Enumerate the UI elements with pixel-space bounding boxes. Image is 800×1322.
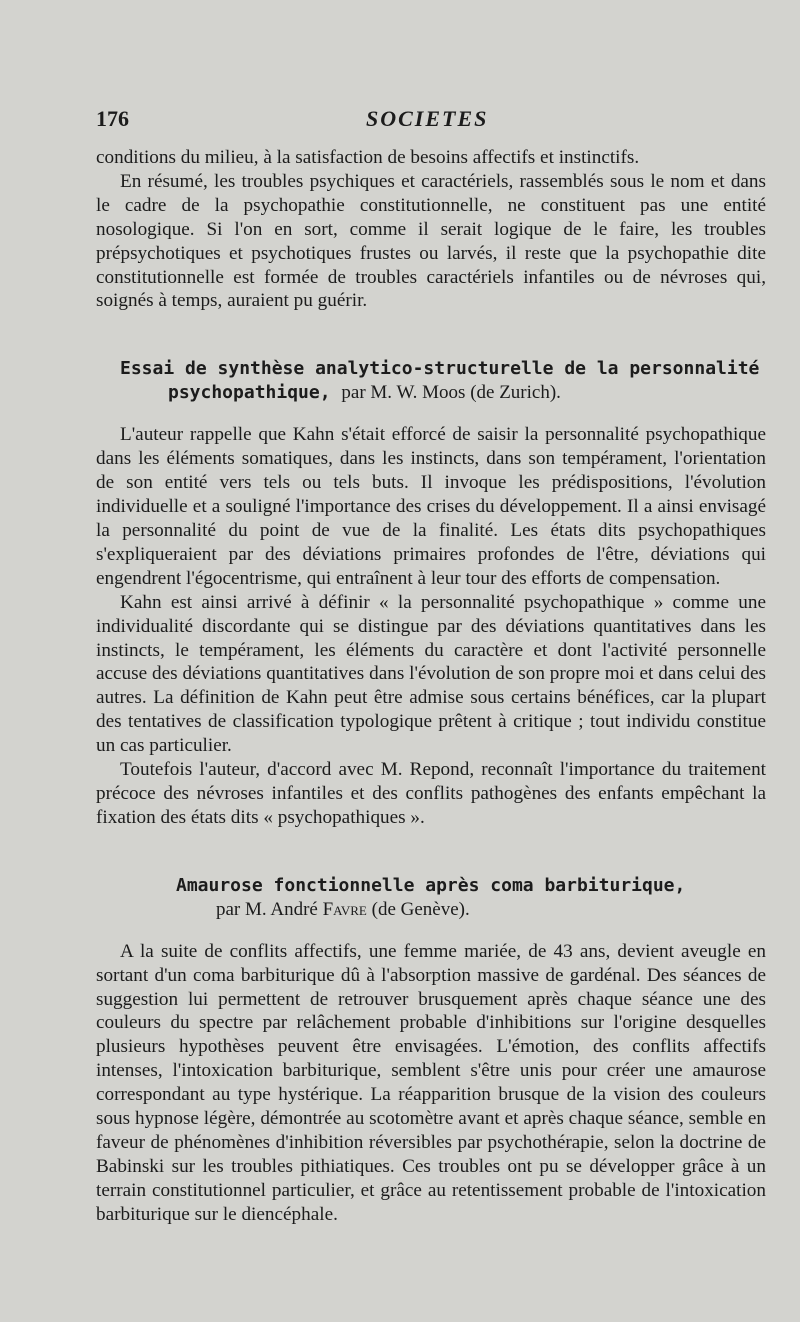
article-1-paragraph-2: Kahn est ainsi arrivé à définir « la personnalité psychopathique » comme une individualité discordante qui se distingue par des déviations quantitatives dans les instincts, le tempérament, les éléments du caractère et dont l'activité personnelle accuse des déviations quantitatives dans l'évolution de son propre moi et dans celui des autres. La définition de Kahn peut être admise sous certains bénéfices, car la plupart des tentatives de classification typologique prêtent à critique ; tout individu constitue un cas particulier. — [96, 591, 766, 757]
article-2-author-name: Favre — [322, 898, 367, 920]
continuation-text: conditions du milieu, à la satisfaction de besoins affectifs et instinctifs. — [96, 147, 640, 168]
intro-paragraph: En résumé, les troubles psychiques et caractériels, rassemblés sous le nom et dans le cadre de la psychopathie constitutionnelle, ne constituent pas une entité nosologique. Si l'on en sort, comme il serait logique de le faire, les troubles prépsychotiques et psychotiques frustes ou larvés, il reste que la psychopathie dite constitutionnelle est formée de troubles caractériels infantiles ou de névroses qui, soignés à temps, auraient pu guérir. — [96, 170, 766, 312]
article-2-byline-prefix: par M. André — [216, 898, 323, 920]
article-1-title-line2: psychopathique, — [168, 382, 331, 404]
article-2-title: Amaurose fonctionnelle après coma barbiturique, — [176, 874, 686, 896]
page-number: 176 — [96, 106, 129, 131]
article-2-byline — [176, 898, 766, 922]
article-2-paragraph: A la suite de conflits affectifs, une femme mariée, de 43 ans, devient aveugle en sortant d'un coma barbiturique dû à l'absorption massive de gardénal. Des séances de suggestion lui permettent de retrouver brusquement après chaque séance une des couleurs du spectre par relâchement probable d'inhibitions sur l'origine desquelles plusieurs hypothèses peuvent être envisagées. L'émotion, des conflits affectifs intenses, l'intoxication barbiturique, semblent s'être unis pour créer une amaurose correspondant au type hystérique. La réapparition brusque de la vision des couleurs sous hypnose légère, démontrée au scotomètre avant et après chaque séance, semble en faveur de phénomènes d'inhibition réversibles par psychothérapie, selon la doctrine de Babinski sur les troubles pithiatiques. Ces troubles ont pu se développer grâce à un terrain constitutionnel particulier, et grâce au retentissement probable de l'intoxication barbiturique sur le diencéphale. — [96, 940, 766, 1225]
article-1-paragraph-3: Toutefois l'auteur, d'accord avec M. Repond, reconnaît l'importance du traitement précoce des névroses infantiles et des conflits pathogènes des enfants empêchant la fixation des états dits « psychopathiques ». — [96, 759, 766, 828]
article-1-byline: par M. W. Moos (de Zurich). — [341, 382, 561, 404]
article-1-title: Essai de synthèse analytico-structurelle de la personnalité — [120, 358, 760, 380]
page-body — [96, 146, 766, 1227]
page-header — [96, 106, 736, 136]
article-2-byline-suffix: (de Genève). — [366, 898, 470, 920]
article-1-title-line2-wrap — [120, 381, 766, 405]
article-2-heading — [96, 874, 766, 922]
article-1-paragraph-1: L'auteur rappelle que Kahn s'était efforcé de saisir la personnalité psychopathique dans les éléments somatiques, dans les instincts, dans son tempérament, l'orientation de son entité vers tels ou tels buts. Il invoque les prédispositions, l'évolution individuelle et a souligné l'importance des crises du développement. Il a ainsi envisagé la personnalité du point de vue de la finalité. Les états dits psychopathiques s'expliqueraient par des déviations primaires profondes de l'être, déviations qui engendrent l'égocentrisme, qui entraînent à leur tour des efforts de compensation. — [96, 424, 766, 589]
article-1-heading — [96, 357, 766, 405]
running-title: SOCIETES — [366, 106, 489, 131]
